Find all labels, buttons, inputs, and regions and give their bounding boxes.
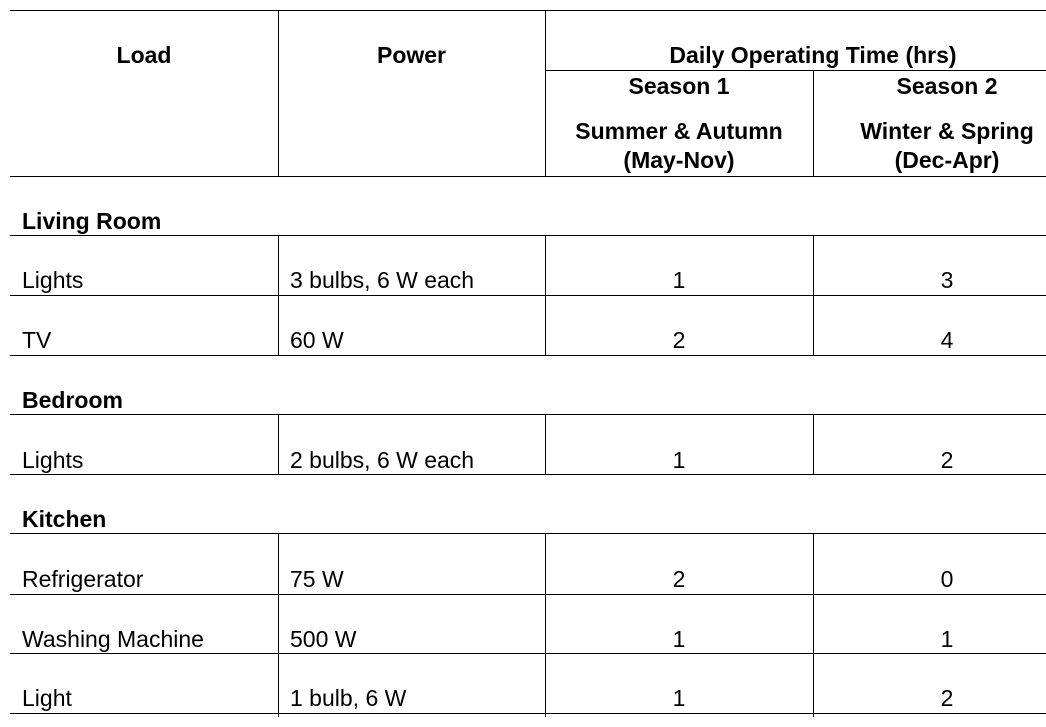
cell-load: TV xyxy=(22,327,52,353)
cell-load: Light xyxy=(22,685,72,711)
cell-power: 3 bulbs, 6 W each xyxy=(290,267,475,293)
section-rule xyxy=(10,235,1046,236)
cell-season2: 2 xyxy=(940,685,954,711)
cell-load: Washing Machine xyxy=(22,626,204,652)
cell-season1: 1 xyxy=(672,267,686,293)
row-rule xyxy=(10,594,1046,595)
cell-season1: 1 xyxy=(672,626,686,652)
header-season2-label: Season 2 xyxy=(896,73,998,99)
row-rule xyxy=(10,355,1046,356)
cell-season1: 1 xyxy=(672,685,686,711)
header-load: Load xyxy=(116,42,172,68)
cell-power: 75 W xyxy=(290,566,344,592)
header-season1-months: (May-Nov) xyxy=(623,147,735,173)
cell-load: Lights xyxy=(22,447,84,473)
header-season1-name: Summer & Autumn xyxy=(575,118,783,144)
section-title-kitchen: Kitchen xyxy=(22,506,107,532)
cell-power: 1 bulb, 6 W xyxy=(290,685,407,711)
header-bottom-border xyxy=(10,176,1046,177)
cell-season1: 1 xyxy=(672,447,686,473)
row-rule xyxy=(10,474,1046,475)
cell-power: 2 bulbs, 6 W each xyxy=(290,447,475,473)
header-divider-1 xyxy=(278,10,279,176)
section-rule xyxy=(10,414,1046,415)
cell-season2: 4 xyxy=(940,327,954,353)
cell-load: Refrigerator xyxy=(22,566,144,592)
cell-power: 60 W xyxy=(290,327,344,353)
section-rule xyxy=(10,533,1046,534)
row-divider xyxy=(278,414,279,474)
header-season1-label: Season 1 xyxy=(628,73,730,99)
header-season2-months: (Dec-Apr) xyxy=(894,147,1000,173)
header-daily-operating-time: Daily Operating Time (hrs) xyxy=(669,42,957,68)
section-title-bedroom: Bedroom xyxy=(22,387,123,413)
header-season2-name: Winter & Spring xyxy=(860,118,1034,144)
load-table xyxy=(10,10,1046,717)
row-rule xyxy=(10,295,1046,296)
row-rule xyxy=(10,653,1046,654)
daily-time-underline xyxy=(545,70,1046,71)
cell-power: 500 W xyxy=(290,626,357,652)
table-bottom-border xyxy=(10,713,1046,714)
cell-load: Lights xyxy=(22,267,84,293)
cell-season2: 1 xyxy=(940,626,954,652)
cell-season1: 2 xyxy=(672,327,686,353)
cell-season2: 3 xyxy=(940,267,954,293)
section-title-living-room: Living Room xyxy=(22,208,162,234)
cell-season2: 2 xyxy=(940,447,954,473)
row-divider xyxy=(278,533,279,717)
cell-season1: 2 xyxy=(672,566,686,592)
cell-season2: 0 xyxy=(940,566,954,592)
header-power: Power xyxy=(376,42,447,68)
table-top-border xyxy=(10,10,1046,11)
